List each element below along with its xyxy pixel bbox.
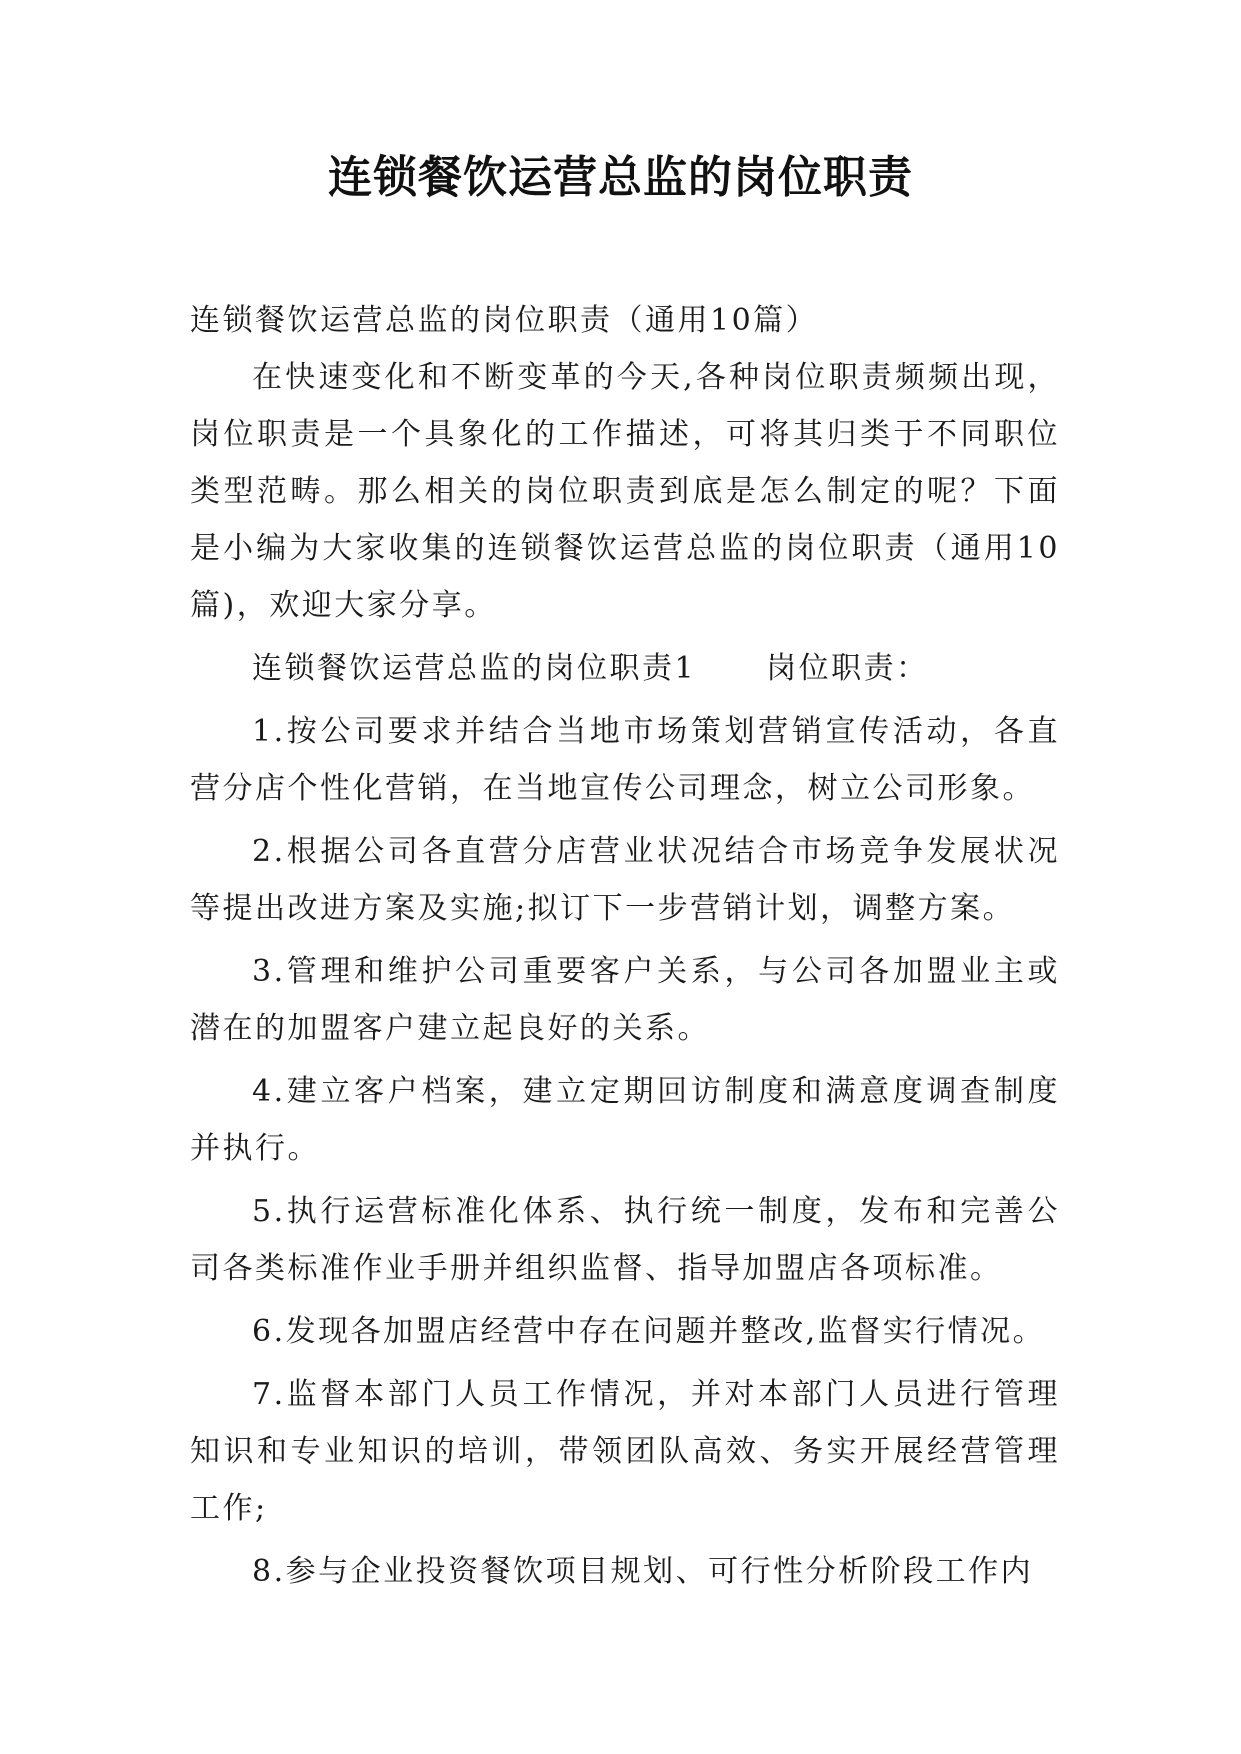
duty-item-3: 3.管理和维护公司重要客户关系，与公司各加盟业主或潜在的加盟客户建立起良好的关系。 (190, 954, 1060, 1046)
document-subtitle: 连锁餐饮运营总监的岗位职责（通用10篇） (190, 303, 819, 338)
section-label: 岗位职责： (766, 651, 929, 686)
section-title: 连锁餐饮运营总监的岗位职责1 (252, 651, 697, 686)
duty-item-7: 7.监督本部门人员工作情况，并对本部门人员进行管理知识和专业知识的培训，带领团队高效、务实开展经营管理工作; (190, 1377, 1060, 1526)
intro-paragraph: 在快速变化和不断变革的今天,各种岗位职责频频出现，岗位职责是一个具象化的工作描述，可将其归类于不同职位类型范畴。那么相关的岗位职责到底是怎么制定的呢？下面是小编为大家收集的连锁餐饮运营总监的岗位职责（通用10篇)，欢迎大家分享。 (190, 360, 1060, 623)
document-body (190, 292, 1060, 1600)
section-heading (190, 640, 1060, 697)
document-title: 连锁餐饮运营总监的岗位职责 (328, 152, 913, 203)
duty-item-8: 8.参与企业投资餐饮项目规划、可行性分析阶段工作内 (252, 1554, 1034, 1589)
duty-item-6: 6.发现各加盟店经营中存在问题并整改,监督实行情况。 (252, 1314, 1046, 1349)
duty-item-2: 2.根据公司各直营分店营业状况结合市场竞争发展状况等提出改进方案及实施;拟订下一步营销计划，调整方案。 (190, 834, 1060, 926)
duty-item-1: 1.按公司要求并结合当地市场策划营销宣传活动，各直营分店个性化营销，在当地宣传公司理念，树立公司形象。 (190, 714, 1060, 806)
duty-item-5: 5.执行运营标准化体系、执行统一制度，发布和完善公司各类标准作业手册并组织监督、指导加盟店各项标准。 (190, 1194, 1060, 1286)
duty-item-4: 4.建立客户档案，建立定期回访制度和满意度调查制度并执行。 (190, 1074, 1060, 1166)
